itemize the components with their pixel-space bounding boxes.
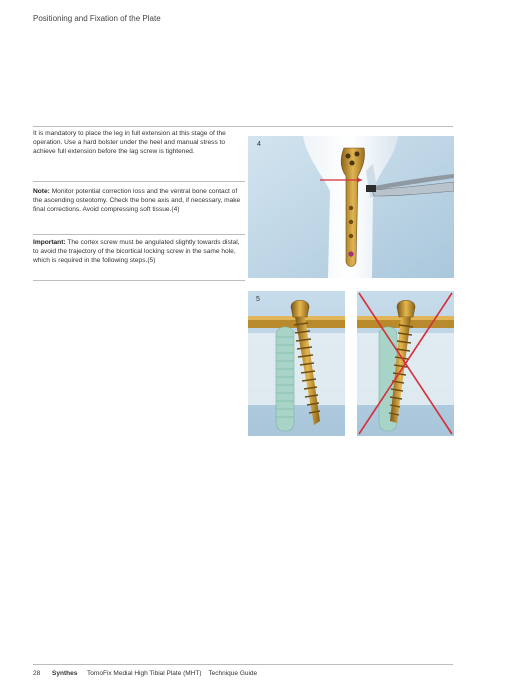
rule-after-important: [33, 280, 245, 281]
note-text: Monitor potential correction loss and the ventral bone contact of the ascending osteotomy. Check the bone axis and, if necessary, make final corrections. Avoid compressing soft tissue.(4): [33, 188, 241, 214]
intro-paragraph: It is mandatory to place the leg in full extension at this stage of the operation. Use a hard bolster under the heel and manual stress to achieve full extension before the lag screw is tightened.: [33, 130, 226, 156]
figure-5-correct-illustration: [248, 291, 345, 436]
guide-name: Technique Guide: [208, 670, 258, 677]
brand-name: Synthes: [52, 670, 78, 677]
note-label: Note:: [33, 188, 50, 195]
figure-5-incorrect-illustration: [357, 291, 454, 436]
rule-before-important: [33, 234, 245, 235]
important-text: The cortex screw must be angulated slightly towards distal, to avoid the trajectory of the bicortical locking screw in the same hole, which is required in the following steps.(5): [33, 239, 240, 265]
page-number: 28: [33, 670, 41, 677]
page-footer: [33, 670, 257, 677]
product-name: TomoFix Medial High Tibial Plate (MHT): [87, 670, 202, 677]
footer-rule: [33, 664, 453, 665]
rule-before-note: [33, 181, 245, 182]
figure-4-image: [248, 136, 454, 278]
note-paragraph: [33, 187, 245, 215]
page-header-title: Positioning and Fixation of the Plate: [33, 14, 161, 23]
important-paragraph: [33, 238, 245, 266]
content-top-rule: [33, 126, 453, 127]
figure-4-illustration: [248, 136, 454, 278]
figure-5-right-image: [357, 291, 454, 436]
important-label: Important:: [33, 239, 66, 246]
figure-4-label: 4: [257, 141, 261, 148]
figure-5-left-image: [248, 291, 345, 436]
figure-5-label: 5: [256, 296, 260, 303]
